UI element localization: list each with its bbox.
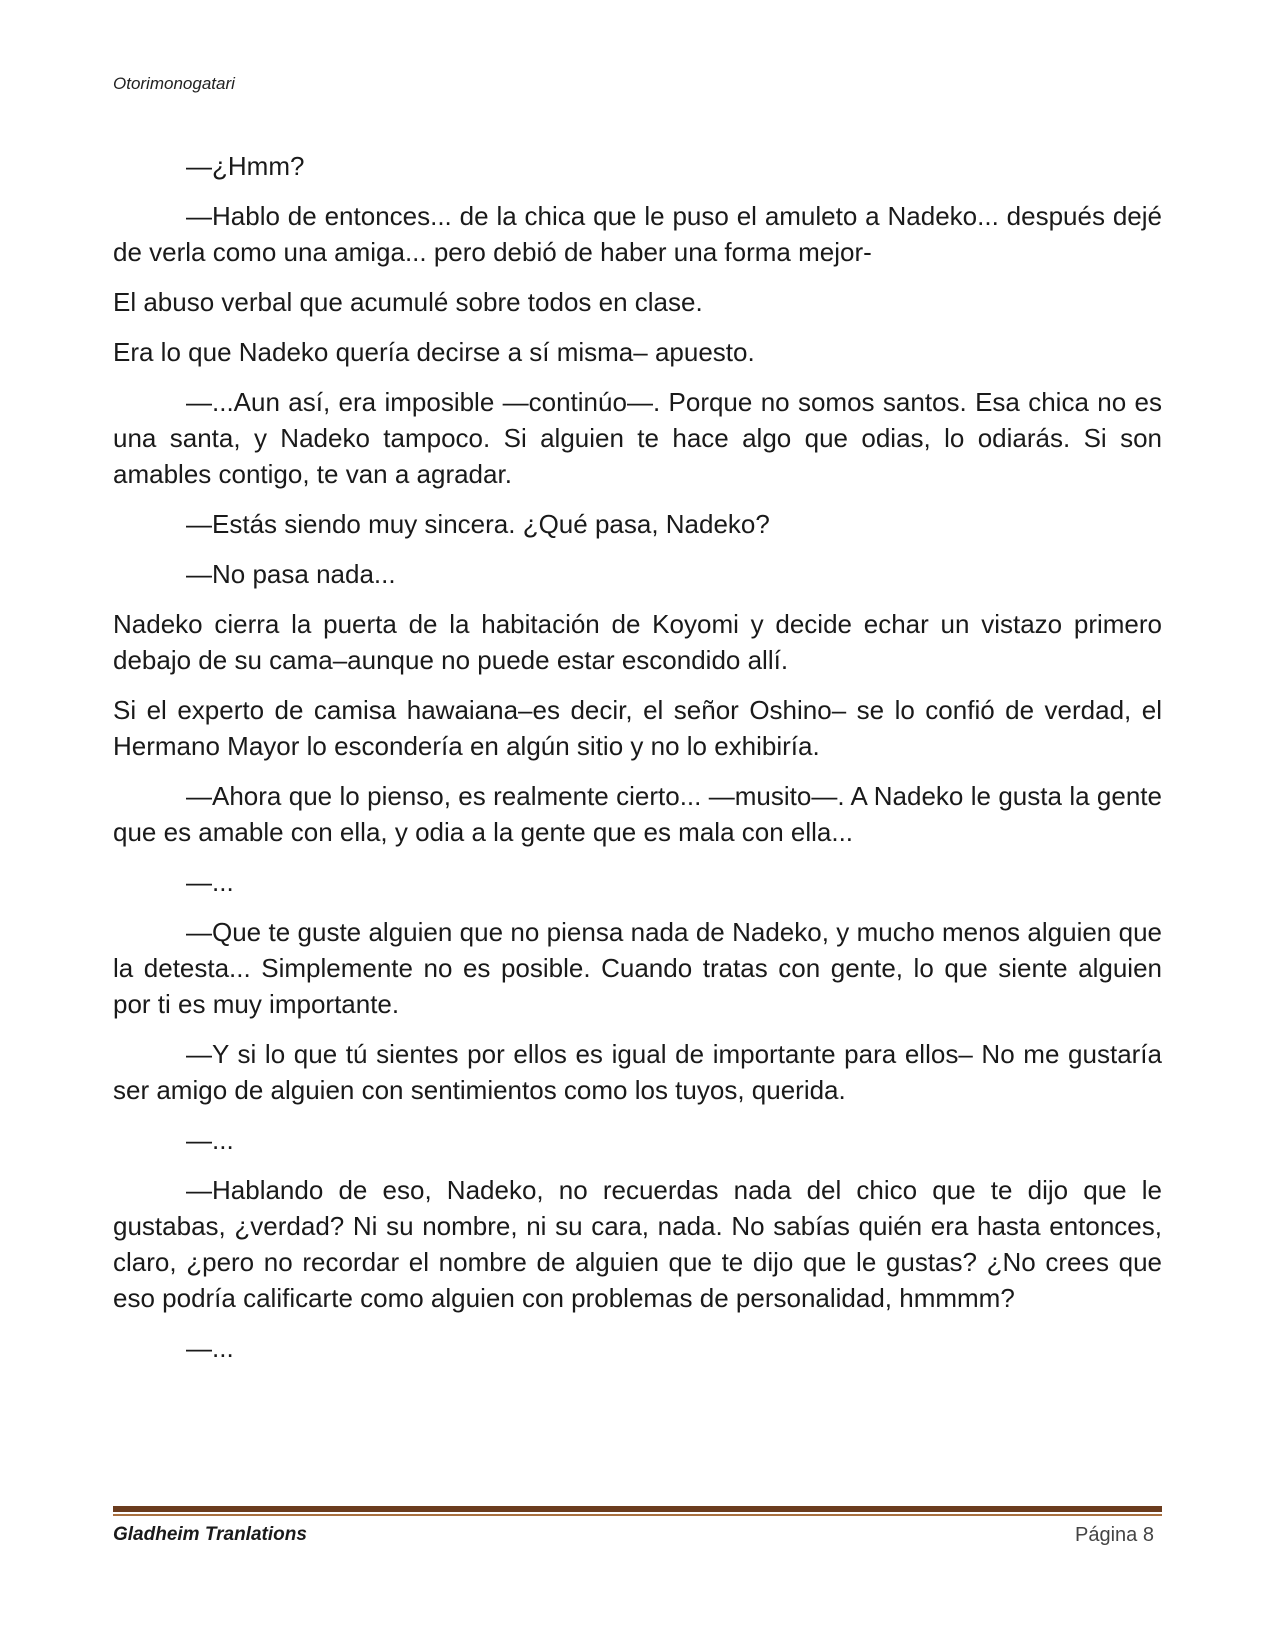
paragraph: —Hablo de entonces... de la chica que le puso el amuleto a Nadeko... después dejé de verla como una amiga... pero debió de haber una forma mejor- bbox=[113, 201, 1162, 267]
paragraph: —...Aun así, era imposible —continúo—. Porque no somos santos. Esa chica no es una santa, y Nadeko tampoco. Si alguien te hace algo que odias, lo odiarás. Si son amables contigo, te van a agradar. bbox=[113, 387, 1162, 489]
footer-divider bbox=[113, 1506, 1162, 1516]
paragraph: —Que te guste alguien que no piensa nada de Nadeko, y mucho menos alguien que la detesta... Simplemente no es posible. Cuando tratas con gente, lo que siente alguien por ti es muy importante. bbox=[113, 917, 1162, 1019]
paragraph: Si el experto de camisa hawaiana–es decir, el señor Oshino– se lo confió de verdad, el Hermano Mayor lo escondería en algún sitio y no lo exhibiría. bbox=[113, 695, 1162, 761]
body-text bbox=[113, 148, 1162, 1380]
paragraph: —... bbox=[186, 1333, 234, 1363]
paragraph: —Ahora que lo pienso, es realmente cierto... —musito—. A Nadeko le gusta la gente que es amable con ella, y odia a la gente que es mala con ella... bbox=[113, 781, 1162, 847]
paragraph: Nadeko cierra la puerta de la habitación de Koyomi y decide echar un vistazo primero debajo de su cama–aunque no puede estar escondido allí. bbox=[113, 609, 1162, 675]
paragraph: —... bbox=[186, 867, 234, 897]
running-header-title: Otorimonogatari bbox=[113, 74, 235, 93]
footer-publisher: Gladheim Tranlations bbox=[113, 1524, 307, 1545]
paragraph: —Hablando de eso, Nadeko, no recuerdas nada del chico que te dijo que le gustabas, ¿verdad? Ni su nombre, ni su cara, nada. No sabías quién era hasta entonces, claro, ¿pero no recordar el nombre de alguien que te dijo que le gustas? ¿No crees que eso podría calificarte como alguien con problemas de personalidad, hmmmm? bbox=[113, 1175, 1162, 1313]
paragraph: Era lo que Nadeko quería decirse a sí misma– apuesto. bbox=[113, 337, 755, 367]
paragraph: El abuso verbal que acumulé sobre todos en clase. bbox=[113, 287, 703, 317]
footer-page-number: Página 8 bbox=[1075, 1524, 1154, 1546]
paragraph: —Estás siendo muy sincera. ¿Qué pasa, Nadeko? bbox=[186, 509, 770, 539]
paragraph: —Y si lo que tú sientes por ellos es igual de importante para ellos– No me gustaría ser amigo de alguien con sentimientos como los tuyos, querida. bbox=[113, 1039, 1162, 1105]
paragraph: —... bbox=[186, 1125, 234, 1155]
paragraph: —No pasa nada... bbox=[186, 559, 396, 589]
footer-rule-thin bbox=[113, 1514, 1162, 1516]
footer-rule-thick bbox=[113, 1506, 1162, 1512]
paragraph: —¿Hmm? bbox=[186, 151, 305, 181]
